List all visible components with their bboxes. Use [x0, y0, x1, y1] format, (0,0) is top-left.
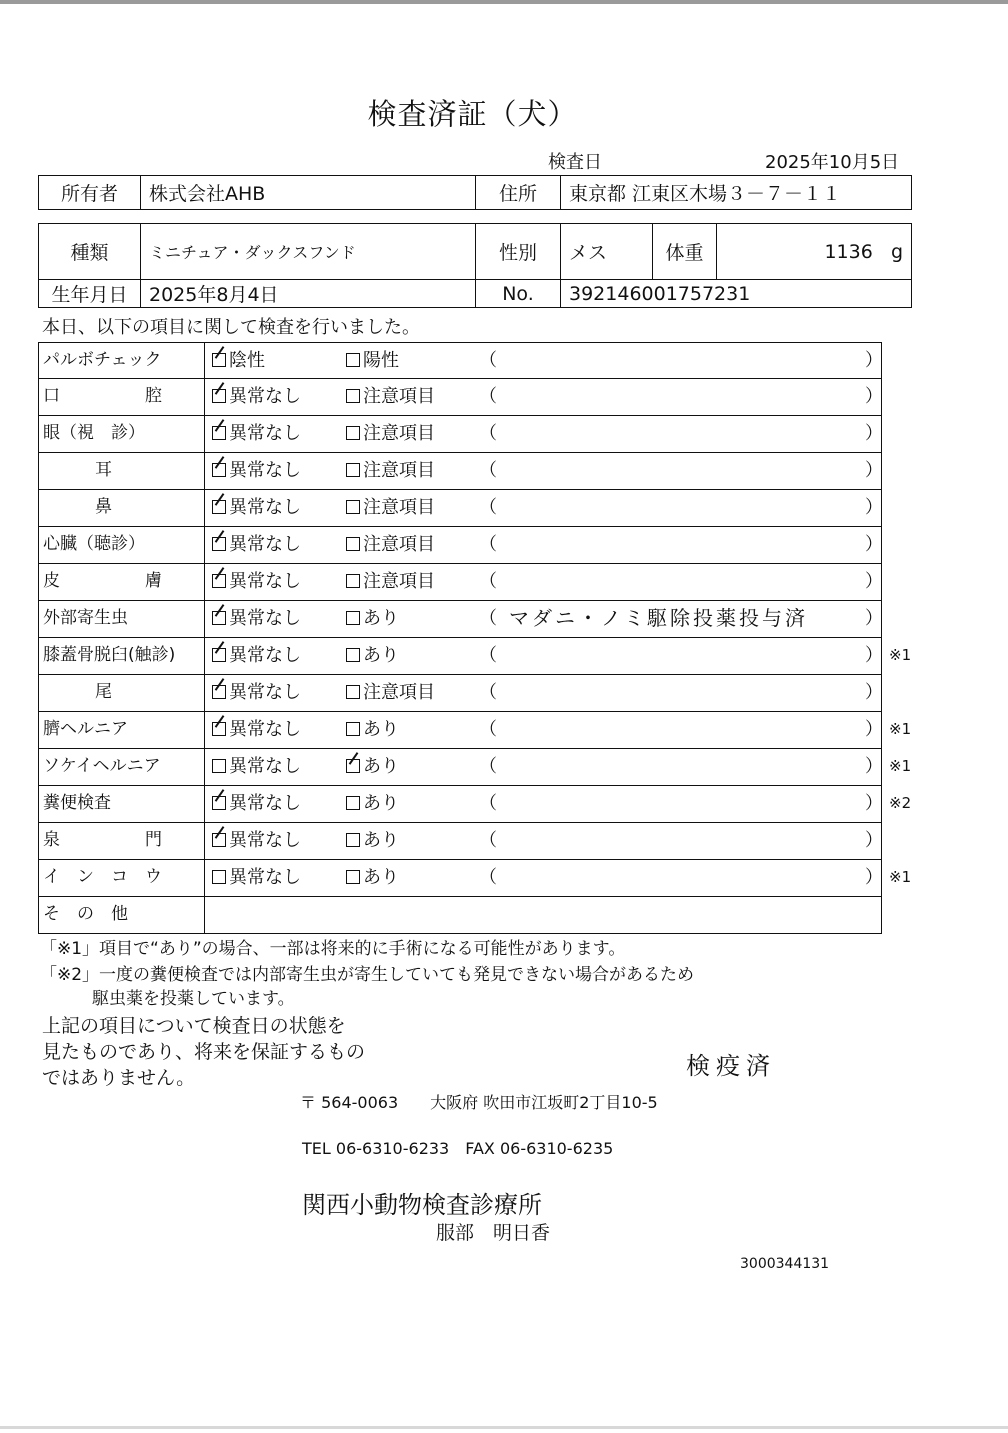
option-abnormal-label: あり [363, 830, 399, 851]
paren-open: （ [479, 460, 497, 481]
paren-close: ） [865, 571, 883, 592]
inspection-row [38, 453, 882, 490]
inspection-label: 鼻 [39, 490, 205, 526]
footnote-mark: ※1 [889, 757, 912, 775]
option-abnormal[interactable] [346, 453, 435, 488]
option-abnormal-label: 注意項目 [363, 534, 435, 555]
option-normal-label: 異常なし [229, 719, 301, 740]
option-normal-label: 異常なし [229, 830, 301, 851]
option-abnormal[interactable] [346, 343, 399, 378]
inspection-label: 眼（視 診） [39, 416, 205, 452]
inspection-row [38, 342, 882, 379]
clinic-address: 〒 564-0063 大阪府 吹田市江坂町2丁目10-5 [300, 1093, 658, 1112]
checkbox-abnormal[interactable] [346, 389, 360, 403]
checkbox-normal[interactable] [212, 833, 226, 847]
option-normal[interactable] [212, 564, 301, 599]
inspection-row [38, 823, 882, 860]
weight-value: 1136 [824, 240, 873, 263]
owner-label: 所有者 [39, 176, 141, 210]
exam-date-value: 2025年10月5日 [765, 152, 900, 173]
serial-number: 3000344131 [740, 1256, 830, 1272]
intro-text: 本日、以下の項目に関して検査を行いました。 [42, 317, 420, 338]
paren-open: （ [479, 830, 497, 851]
option-normal-label: 異常なし [229, 645, 301, 666]
option-abnormal[interactable] [346, 749, 399, 784]
inspection-row-other [38, 897, 882, 934]
other-label: そ の 他 [39, 897, 205, 933]
paren-open: （ [479, 386, 497, 407]
clinic-name: 関西小動物検査診療所 [302, 1191, 542, 1219]
checkbox-abnormal[interactable] [346, 574, 360, 588]
number-label: No. [476, 280, 561, 308]
checkbox-abnormal[interactable] [346, 870, 360, 884]
option-abnormal-label: 注意項目 [363, 571, 435, 592]
checkbox-normal[interactable] [212, 722, 226, 736]
paren-close: ） [865, 497, 883, 518]
option-abnormal-label: あり [363, 719, 399, 740]
checkbox-normal[interactable] [212, 870, 226, 884]
address-value: 東京都 江東区木場３－７－１１ [561, 176, 912, 210]
checkbox-abnormal[interactable] [346, 426, 360, 440]
checkbox-normal[interactable] [212, 759, 226, 773]
paren-open: （ [479, 867, 497, 888]
checkbox-abnormal[interactable] [346, 537, 360, 551]
option-abnormal[interactable] [346, 601, 399, 636]
sex-label: 性別 [476, 224, 561, 280]
inspection-label: イ ン コ ウ [39, 860, 205, 896]
option-normal-label: 陰性 [229, 350, 265, 371]
checkbox-abnormal[interactable] [346, 759, 360, 773]
paren-close: ） [865, 830, 883, 851]
inspection-label: 泉 門 [39, 823, 205, 859]
inspection-row [38, 490, 882, 527]
checkbox-normal[interactable] [212, 574, 226, 588]
inspection-label: 臍ヘルニア [39, 712, 205, 748]
checkbox-abnormal[interactable] [346, 722, 360, 736]
paren-close: ） [865, 756, 883, 777]
option-abnormal-label: 注意項目 [363, 682, 435, 703]
inspection-row [38, 749, 912, 786]
paren-open: （ [479, 497, 497, 518]
inspection-row [38, 786, 912, 823]
inspection-label: 心臓（聴診） [39, 527, 205, 563]
weight-cell [717, 224, 912, 280]
quarantine-stamp: 検疫済 [686, 1052, 776, 1080]
checkbox-abnormal[interactable] [346, 611, 360, 625]
option-abnormal[interactable] [346, 490, 435, 525]
option-normal[interactable] [212, 453, 301, 488]
clinic-phone: TEL 06-6310-6233 FAX 06-6310-6235 [302, 1139, 614, 1158]
checkbox-normal[interactable] [212, 796, 226, 810]
disclaimer-line: 見たものであり、将来を保証するもの [42, 1041, 366, 1063]
option-normal[interactable] [212, 343, 265, 378]
option-normal-label: 異常なし [229, 793, 301, 814]
paren-close: ） [865, 645, 883, 666]
footnote-2-cont: 駆虫薬を投薬しています。 [92, 989, 295, 1009]
paren-open: （ [479, 608, 497, 629]
option-abnormal-label: 注意項目 [363, 497, 435, 518]
weight-label: 体重 [653, 224, 717, 280]
owner-value: 株式会社AHB [141, 176, 476, 210]
option-normal[interactable] [212, 379, 301, 414]
inspection-label: 尾 [39, 675, 205, 711]
paren-close: ） [865, 682, 883, 703]
comment-text: マダニ・ノミ駆除投薬投与済 [509, 606, 808, 630]
option-normal-label: 異常なし [229, 608, 301, 629]
option-normal-label: 異常なし [229, 534, 301, 555]
option-normal-label: 異常なし [229, 756, 301, 777]
footnote-mark: ※1 [889, 720, 912, 738]
option-abnormal-label: あり [363, 867, 399, 888]
option-normal-label: 異常なし [229, 571, 301, 592]
checkbox-normal[interactable] [212, 611, 226, 625]
paren-close: ） [865, 719, 883, 740]
inspection-row [38, 601, 882, 638]
signatory-name: 服部 明日香 [436, 1222, 551, 1244]
disclaimer [42, 1013, 365, 1091]
option-normal-label: 異常なし [229, 867, 301, 888]
option-normal[interactable] [212, 638, 301, 673]
option-abnormal[interactable] [346, 860, 399, 895]
checkbox-abnormal[interactable] [346, 648, 360, 662]
option-abnormal[interactable] [346, 712, 399, 747]
footnote-mark: ※2 [889, 794, 912, 812]
option-abnormal-label: あり [363, 645, 399, 666]
option-abnormal[interactable] [346, 786, 399, 821]
footnote-mark: ※1 [889, 646, 912, 664]
inspection-row [38, 712, 912, 749]
checkbox-normal[interactable] [212, 648, 226, 662]
inspection-row [38, 379, 882, 416]
exam-date-label: 検査日 [548, 152, 602, 173]
checkbox-normal[interactable] [212, 500, 226, 514]
option-normal-label: 異常なし [229, 682, 301, 703]
option-normal-label: 異常なし [229, 460, 301, 481]
inspection-label: 外部寄生虫 [39, 601, 205, 637]
checkbox-normal[interactable] [212, 353, 226, 367]
inspection-label: パルボチェック [39, 343, 205, 378]
option-normal[interactable] [212, 490, 301, 525]
paren-open: （ [479, 645, 497, 666]
inspection-row [38, 675, 882, 712]
option-abnormal[interactable] [346, 564, 435, 599]
checkbox-abnormal[interactable] [346, 353, 360, 367]
paren-close: ） [865, 534, 883, 555]
top-edge [0, 0, 1008, 4]
footnote-1: 「※1」項目で“あり”の場合、一部は将来的に手術になる可能性があります。 [40, 939, 626, 959]
option-normal[interactable] [212, 749, 301, 784]
option-abnormal-label: 注意項目 [363, 386, 435, 407]
option-normal[interactable] [212, 601, 301, 636]
paren-open: （ [479, 682, 497, 703]
breed-label: 種類 [39, 224, 141, 280]
footnote-mark: ※1 [889, 868, 912, 886]
checkbox-abnormal[interactable] [346, 685, 360, 699]
inspection-row [38, 527, 882, 564]
paren-open: （ [479, 719, 497, 740]
checkbox-abnormal[interactable] [346, 833, 360, 847]
option-abnormal-label: あり [363, 756, 399, 777]
option-normal[interactable] [212, 416, 301, 451]
inspection-row [38, 564, 882, 601]
inspection-grid [38, 342, 912, 934]
option-normal-label: 異常なし [229, 386, 301, 407]
option-abnormal[interactable] [346, 675, 435, 710]
pet-info-table [38, 223, 912, 308]
paren-close: ） [865, 867, 883, 888]
birth-value: 2025年8月4日 [141, 280, 476, 308]
paren-close: ） [865, 793, 883, 814]
option-abnormal-label: あり [363, 608, 399, 629]
paren-close: ） [865, 423, 883, 444]
breed-value: ミニチュア・ダックスフンド [141, 224, 476, 280]
inspection-label: 口 腔 [39, 379, 205, 415]
inspection-label: 糞便検査 [39, 786, 205, 822]
checkbox-normal[interactable] [212, 389, 226, 403]
option-abnormal-label: 陽性 [363, 350, 399, 371]
checkbox-normal[interactable] [212, 685, 226, 699]
paren-open: （ [479, 534, 497, 555]
paren-close: ） [865, 460, 883, 481]
checkbox-abnormal[interactable] [346, 463, 360, 477]
checkbox-abnormal[interactable] [346, 500, 360, 514]
sex-value: メス [561, 224, 653, 280]
option-normal-label: 異常なし [229, 497, 301, 518]
inspection-row [38, 638, 912, 675]
checkbox-normal[interactable] [212, 426, 226, 440]
paren-open: （ [479, 350, 497, 371]
option-abnormal[interactable] [346, 527, 435, 562]
weight-unit: g [890, 240, 903, 263]
footnote-2: 「※2」一度の糞便検査では内部寄生虫が寄生していても発見できない場合があるため [40, 965, 695, 985]
paren-close: ） [865, 386, 883, 407]
bottom-edge [0, 1426, 1008, 1429]
option-abnormal[interactable] [346, 823, 399, 858]
number-value: 392146001757231 [561, 280, 912, 308]
paren-open: （ [479, 571, 497, 592]
option-abnormal[interactable] [346, 638, 399, 673]
option-normal-label: 異常なし [229, 423, 301, 444]
option-normal[interactable] [212, 527, 301, 562]
paren-open: （ [479, 423, 497, 444]
option-normal[interactable] [212, 712, 301, 747]
inspection-label: 耳 [39, 453, 205, 489]
inspection-label: ソケイヘルニア [39, 749, 205, 785]
address-label: 住所 [476, 176, 561, 210]
option-abnormal-label: 注意項目 [363, 423, 435, 444]
inspection-row [38, 860, 912, 897]
paren-open: （ [479, 756, 497, 777]
option-normal[interactable] [212, 786, 301, 821]
option-normal[interactable] [212, 675, 301, 710]
option-normal[interactable] [212, 860, 301, 895]
option-abnormal[interactable] [346, 379, 435, 414]
disclaimer-line: ではありません。 [42, 1067, 196, 1089]
inspection-label: 皮 膚 [39, 564, 205, 600]
page-title: 検査済証（犬） [367, 97, 578, 131]
paren-close: ） [865, 350, 883, 371]
paren-close: ） [865, 608, 883, 629]
option-normal[interactable] [212, 823, 301, 858]
checkbox-abnormal[interactable] [346, 796, 360, 810]
option-abnormal[interactable] [346, 416, 435, 451]
inspection-row [38, 416, 882, 453]
option-abnormal-label: 注意項目 [363, 460, 435, 481]
disclaimer-line: 上記の項目について検査日の状態を [42, 1015, 346, 1037]
birth-label: 生年月日 [39, 280, 141, 308]
owner-address-table [38, 175, 912, 210]
checkbox-normal[interactable] [212, 537, 226, 551]
inspection-label: 膝蓋骨脱臼(触診) [39, 638, 205, 674]
paren-open: （ [479, 793, 497, 814]
checkbox-normal[interactable] [212, 463, 226, 477]
option-abnormal-label: あり [363, 793, 399, 814]
